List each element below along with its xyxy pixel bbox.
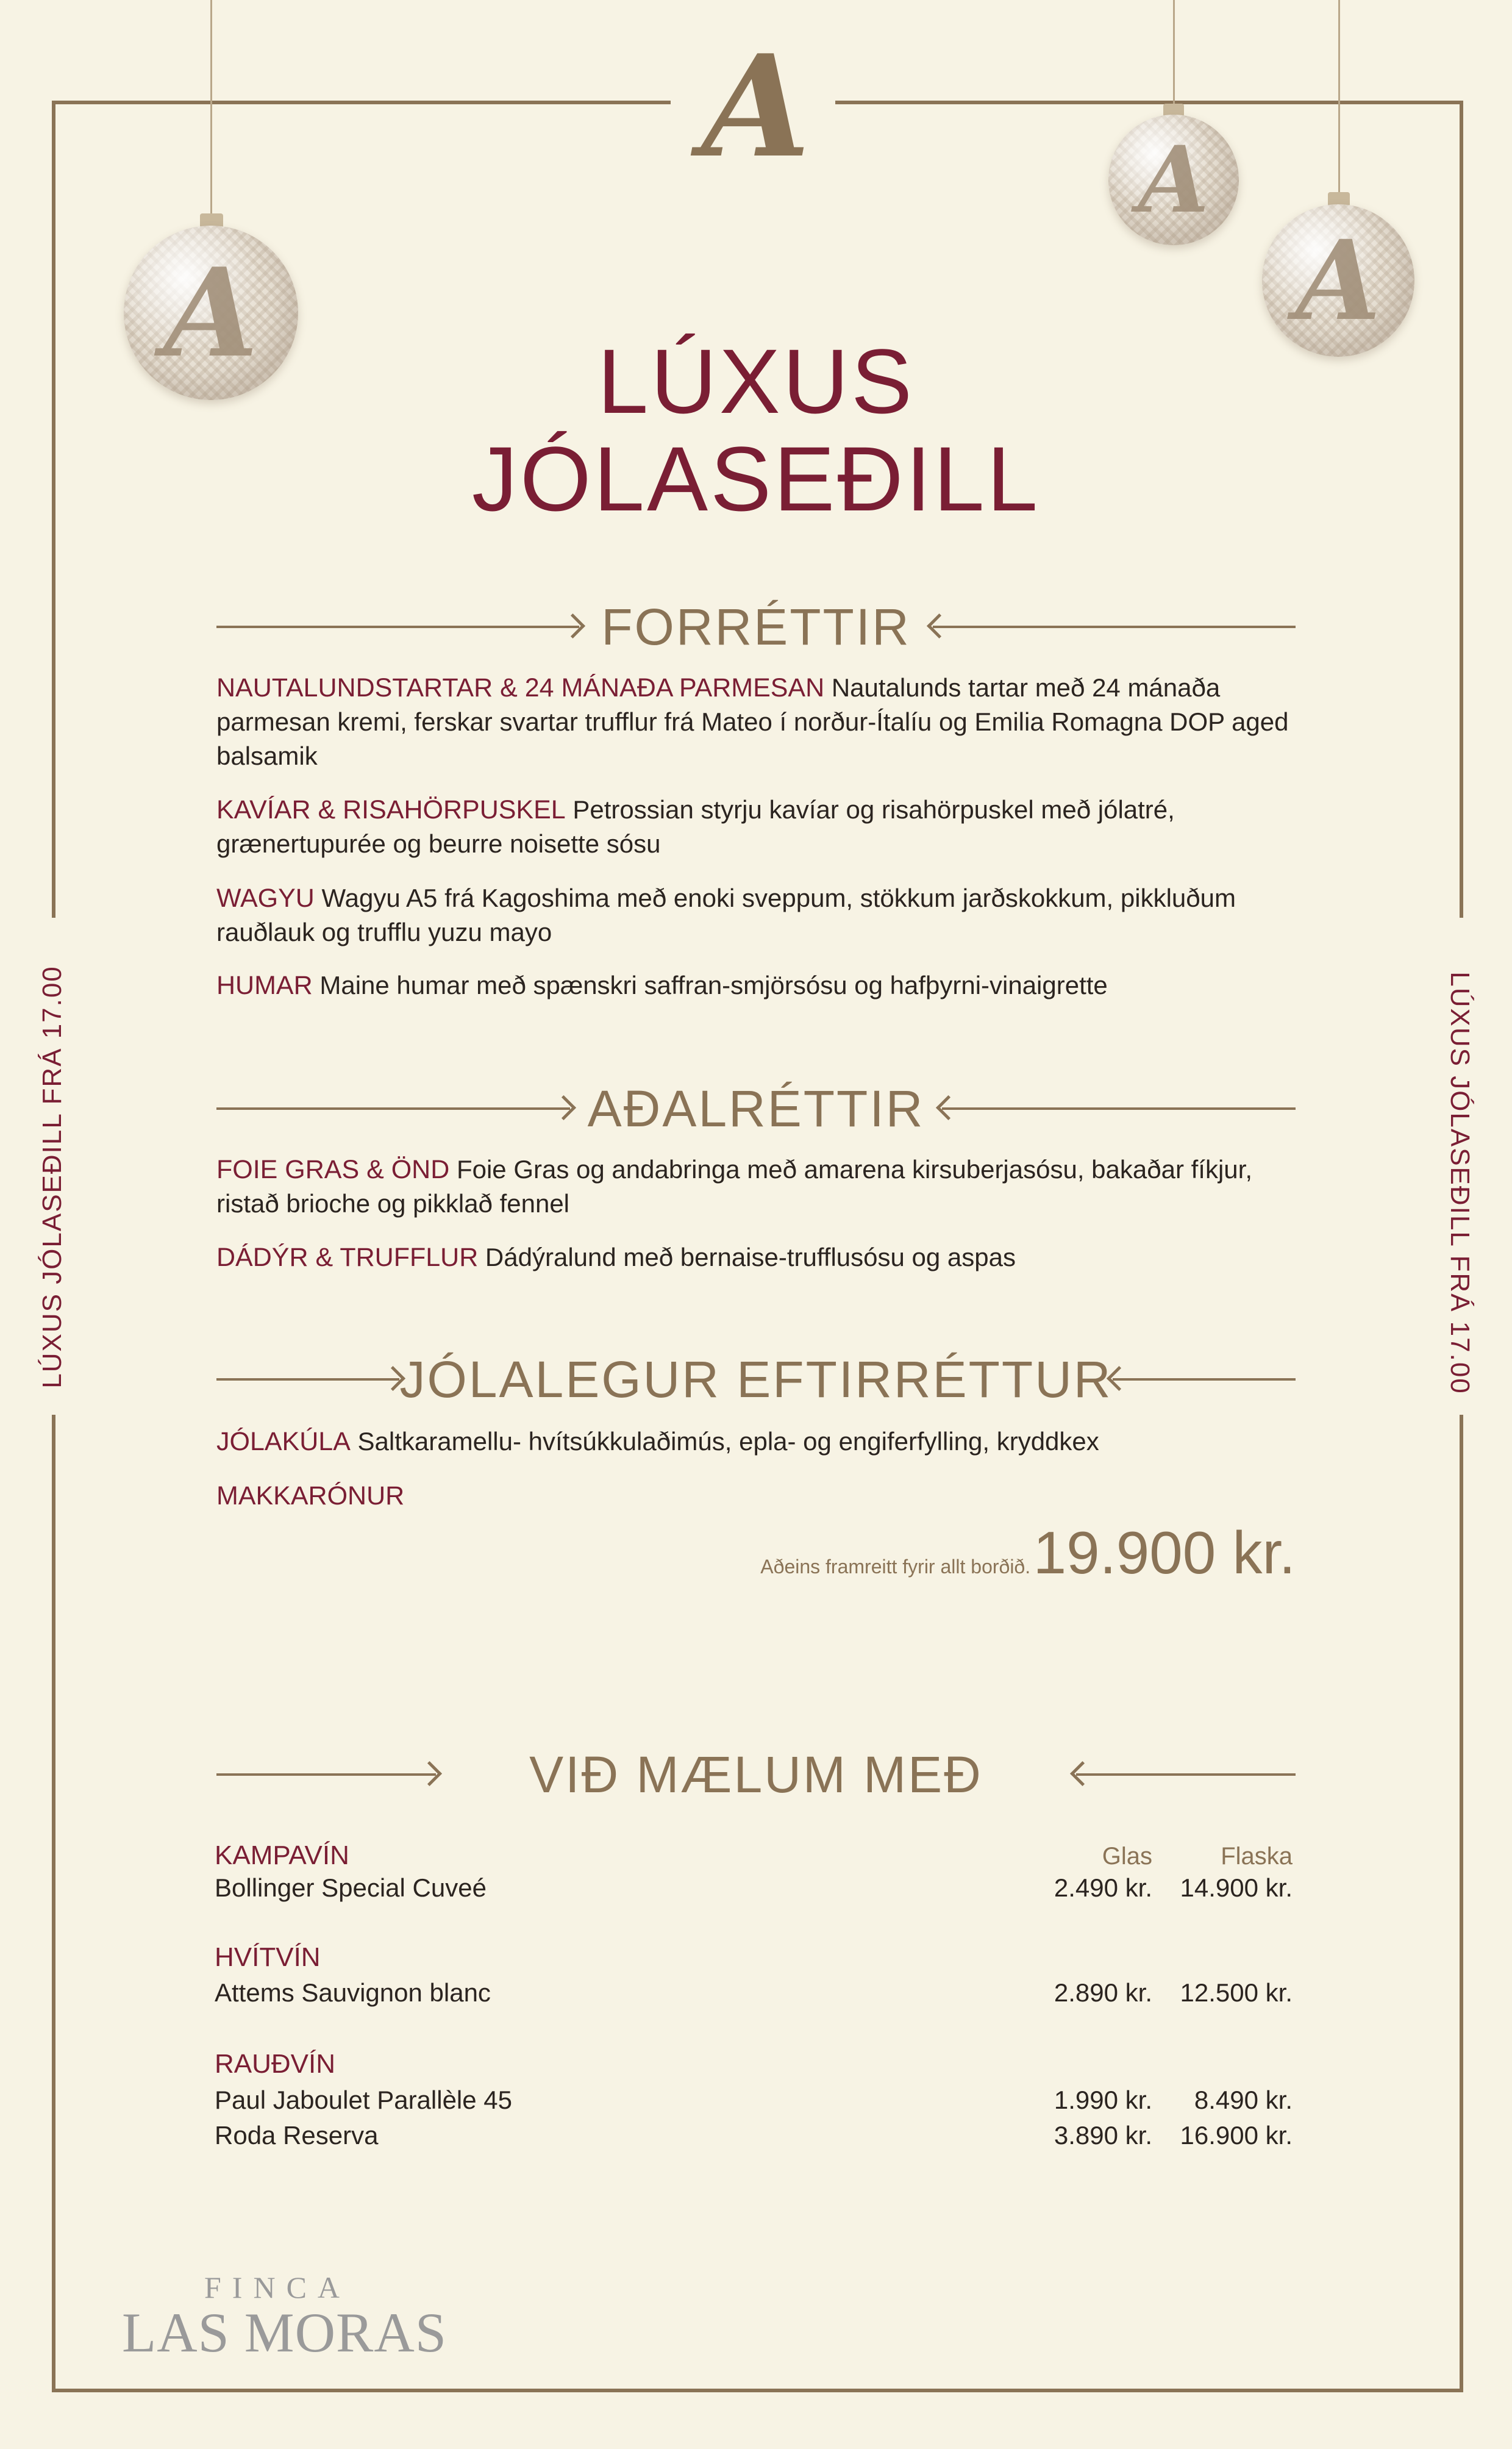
- starters-title: FORRÉTTIR: [601, 598, 911, 656]
- item-desc: Foie Gras og andabringa með amarena kirsuberjasósu, bakaðar fíkjur, ristað brioche og pikklað fennel: [216, 1155, 1252, 1218]
- section-dessert-heading: [216, 1349, 1296, 1410]
- sponsor-line-2: LAS MORAS: [122, 2301, 448, 2364]
- dessert-title: JÓLALEGUR EFTIRRÉTTUR: [399, 1351, 1113, 1408]
- wine-bottle-price: 12.500 kr.: [1180, 1978, 1293, 2007]
- menu-item: [216, 881, 1302, 949]
- arrow-left-icon: [933, 626, 1296, 628]
- menu-item: [216, 1425, 1302, 1459]
- wine-bottle-price: 8.490 kr.: [1194, 2086, 1293, 2114]
- wine-glass-price: 2.890 kr.: [1054, 1978, 1152, 2007]
- menu-item: [216, 1153, 1302, 1221]
- item-desc: Petrossian styrju kavíar og risahörpuskel með jólatré, grænertupurée og beurre noisette sósu: [216, 795, 1175, 858]
- menu-item: [216, 1479, 1302, 1513]
- frame-right-lower: [1460, 1415, 1463, 2392]
- wine-bottle-price: 16.900 kr.: [1180, 2121, 1293, 2150]
- side-label-right: LÚXUS JÓLASEÐILL FRÁ 17.00: [1445, 971, 1475, 1395]
- wine-category: KAMPAVÍN: [215, 1840, 349, 1870]
- wine-name: Roda Reserva: [215, 2121, 379, 2150]
- item-name: MAKKARÓNUR: [216, 1481, 405, 1511]
- col-glass: Glas: [1102, 1843, 1152, 1870]
- frame-left-lower: [52, 1415, 55, 2392]
- ornament-middle-letter: A: [1138, 126, 1210, 234]
- menu-item: [216, 968, 1302, 1003]
- section-starters-heading: [216, 596, 1296, 657]
- col-bottle: Flaska: [1221, 1843, 1293, 1870]
- item-desc: Nautalunds tartar með 24 mánaða parmesan kremi, ferskar svartar trufflur frá Mateo í norður-Ítalíu og Emilia Romagna DOP aged balsamik: [216, 673, 1289, 770]
- wine-bottle-price: 14.900 kr.: [1180, 1873, 1293, 1902]
- section-wine-heading: [216, 1744, 1296, 1805]
- item-name: NAUTALUNDSTARTAR & 24 MÁNAÐA PARMESAN: [216, 673, 825, 703]
- price-block: [760, 1518, 1296, 1587]
- arrow-left-icon: [1113, 1378, 1296, 1381]
- item-name: HUMAR: [216, 971, 313, 1000]
- wine-glass-price: 3.890 kr.: [1054, 2121, 1152, 2150]
- item-desc: Maine humar með spænskri saffran-smjörsósu og hafþyrni-vinaigrette: [319, 971, 1108, 999]
- item-name: WAGYU: [216, 884, 315, 913]
- menu-item: [216, 1240, 1302, 1275]
- wine-glass-price: 2.490 kr.: [1054, 1873, 1152, 1902]
- wine-name: Attems Sauvignon blanc: [215, 1978, 491, 2007]
- price-note: Aðeins framreitt fyrir allt borðið.: [760, 1556, 1031, 1578]
- arrow-left-icon: [942, 1107, 1296, 1110]
- wine-category: HVÍTVÍN: [215, 1942, 321, 1972]
- section-mains-heading: [216, 1078, 1296, 1139]
- wine-name: Bollinger Special Cuveé: [215, 1873, 487, 1902]
- item-desc: Wagyu A5 frá Kagoshima með enoki sveppum, stökkum jarðskokkum, pikkluðum rauðlauk og trufflu yuzu mayo: [216, 884, 1236, 946]
- menu-item: [216, 671, 1302, 773]
- mains-title: AÐALRÉTTIR: [587, 1080, 925, 1137]
- wine-title: VIÐ MÆLUM MEÐ: [529, 1746, 983, 1803]
- arrow-left-icon: [1076, 1773, 1296, 1776]
- item-desc: Saltkaramellu- hvítsúkkulaðimús, epla- og engiferfylling, kryddkex: [357, 1427, 1099, 1456]
- frame-bottom: [52, 2389, 1463, 2392]
- item-desc: Dádýralund með bernaise-trufflusósu og aspas: [485, 1243, 1016, 1271]
- wine-glass-price: 1.990 kr.: [1054, 2086, 1152, 2114]
- sponsor-line-1: FINCA: [204, 2270, 351, 2304]
- side-label-left: LÚXUS JÓLASEÐILL FRÁ 17.00: [37, 965, 67, 1389]
- title-line-2: JÓLASEÐILL: [471, 427, 1041, 530]
- wine-category: RAUÐVÍN: [215, 2049, 336, 2079]
- frame-top-left: [52, 101, 671, 104]
- ornament-right-letter: A: [1296, 216, 1381, 345]
- item-name: KAVÍAR & RISAHÖRPUSKEL: [216, 795, 566, 824]
- price-amount: 19.900 kr.: [1033, 1519, 1296, 1586]
- title-line-1: LÚXUS: [597, 330, 915, 432]
- ornament-left-letter: A: [163, 241, 259, 385]
- item-name: FOIE GRAS & ÖND: [216, 1155, 450, 1184]
- item-name: DÁDÝR & TRUFFLUR: [216, 1243, 479, 1272]
- menu-item: [216, 793, 1302, 861]
- frame-top-right: [835, 101, 1463, 104]
- item-name: JÓLAKÚLA: [216, 1427, 351, 1456]
- wine-name: Paul Jaboulet Parallèle 45: [215, 2086, 513, 2114]
- monogram-logo: A: [701, 24, 811, 189]
